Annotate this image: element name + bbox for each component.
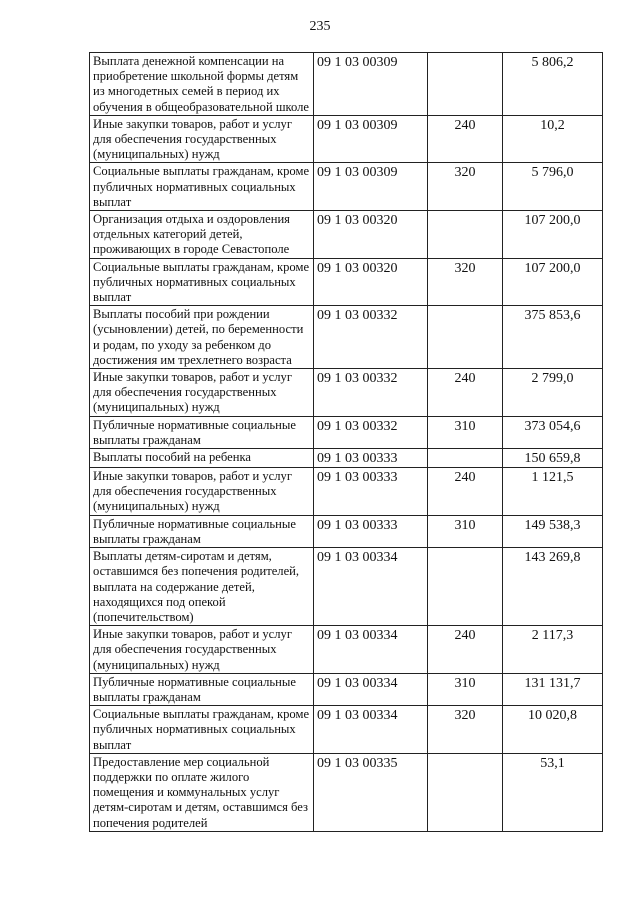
expense-name-cell: Иные закупки товаров, работ и услуг для обеспечения государственных (муниципальных) нужд [90,369,314,417]
expense-name-cell: Публичные нормативные социальные выплаты гражданам [90,416,314,448]
target-code-cell: 09 1 03 00309 [314,53,428,116]
table-row [90,306,603,369]
expense-name-cell: Публичные нормативные социальные выплаты гражданам [90,515,314,547]
expense-name-cell: Выплата денежной компенсации на приобретение школьной формы детям из многодетных семей в период их обучения в общеобразовательной школе [90,53,314,116]
amount-cell: 373 054,6 [503,416,603,448]
expense-name-cell: Предоставление мер социальной поддержки по оплате жилого помещения и коммунальных услуг детям-сиротам и детям, оставшимся без попечения родителей [90,753,314,831]
table-row [90,548,603,626]
expense-type-cell: 320 [428,163,503,211]
target-code-cell: 09 1 03 00309 [314,115,428,163]
table-row [90,673,603,705]
amount-cell: 10,2 [503,115,603,163]
target-code-cell: 09 1 03 00333 [314,468,428,516]
target-code-cell: 09 1 03 00334 [314,673,428,705]
table-row [90,449,603,468]
target-code-cell: 09 1 03 00320 [314,211,428,259]
table-row [90,515,603,547]
target-code-cell: 09 1 03 00334 [314,626,428,674]
expense-name-cell: Публичные нормативные социальные выплаты гражданам [90,673,314,705]
expense-name-cell: Иные закупки товаров, работ и услуг для обеспечения государственных (муниципальных) нужд [90,468,314,516]
expense-type-cell: 240 [428,115,503,163]
expense-type-cell [428,449,503,468]
table-row [90,753,603,831]
expense-name-cell: Социальные выплаты гражданам, кроме публичных нормативных социальных выплат [90,258,314,306]
target-code-cell: 09 1 03 00332 [314,416,428,448]
table-row [90,468,603,516]
amount-cell: 150 659,8 [503,449,603,468]
expense-name-cell: Иные закупки товаров, работ и услуг для обеспечения государственных (муниципальных) нужд [90,115,314,163]
target-code-cell: 09 1 03 00334 [314,548,428,626]
target-code-cell: 09 1 03 00333 [314,515,428,547]
expense-type-cell: 240 [428,626,503,674]
table-row [90,706,603,754]
table-row [90,211,603,259]
amount-cell: 131 131,7 [503,673,603,705]
expense-type-cell [428,306,503,369]
target-code-cell: 09 1 03 00334 [314,706,428,754]
expense-type-cell [428,753,503,831]
table-row [90,115,603,163]
expense-type-cell [428,548,503,626]
amount-cell: 10 020,8 [503,706,603,754]
amount-cell: 5 796,0 [503,163,603,211]
expense-name-cell: Социальные выплаты гражданам, кроме публичных нормативных социальных выплат [90,163,314,211]
expense-type-cell: 310 [428,673,503,705]
amount-cell: 149 538,3 [503,515,603,547]
expense-type-cell: 310 [428,515,503,547]
target-code-cell: 09 1 03 00309 [314,163,428,211]
table-row [90,626,603,674]
expense-name-cell: Социальные выплаты гражданам, кроме публичных нормативных социальных выплат [90,706,314,754]
expense-type-cell [428,53,503,116]
expense-type-cell: 240 [428,468,503,516]
target-code-cell: 09 1 03 00332 [314,369,428,417]
table-row [90,163,603,211]
expense-type-cell: 310 [428,416,503,448]
target-code-cell: 09 1 03 00320 [314,258,428,306]
table-row [90,416,603,448]
expense-name-cell: Выплаты пособий на ребенка [90,449,314,468]
target-code-cell: 09 1 03 00335 [314,753,428,831]
amount-cell: 5 806,2 [503,53,603,116]
expense-type-cell: 320 [428,258,503,306]
amount-cell: 53,1 [503,753,603,831]
amount-cell: 1 121,5 [503,468,603,516]
amount-cell: 143 269,8 [503,548,603,626]
expense-name-cell: Выплаты детям-сиротам и детям, оставшимся без попечения родителей, выплата на содержание детей, находящихся под опекой (попечительством) [90,548,314,626]
expense-type-cell: 240 [428,369,503,417]
target-code-cell: 09 1 03 00332 [314,306,428,369]
budget-table-body [90,53,603,832]
amount-cell: 107 200,0 [503,211,603,259]
expense-name-cell: Выплаты пособий при рождении (усыновлении) детей, по беременности и родам, по уходу за ребенком до достижения им трехлетнего возраста [90,306,314,369]
amount-cell: 2 117,3 [503,626,603,674]
expense-name-cell: Организация отдыха и оздоровления отдельных категорий детей, проживающих в городе Севастополе [90,211,314,259]
expense-type-cell: 320 [428,706,503,754]
expense-name-cell: Иные закупки товаров, работ и услуг для обеспечения государственных (муниципальных) нужд [90,626,314,674]
target-code-cell: 09 1 03 00333 [314,449,428,468]
table-row [90,53,603,116]
table-row [90,258,603,306]
amount-cell: 375 853,6 [503,306,603,369]
budget-table [89,52,603,832]
amount-cell: 107 200,0 [503,258,603,306]
page-number: 235 [309,19,331,34]
expense-type-cell [428,211,503,259]
amount-cell: 2 799,0 [503,369,603,417]
table-row [90,369,603,417]
